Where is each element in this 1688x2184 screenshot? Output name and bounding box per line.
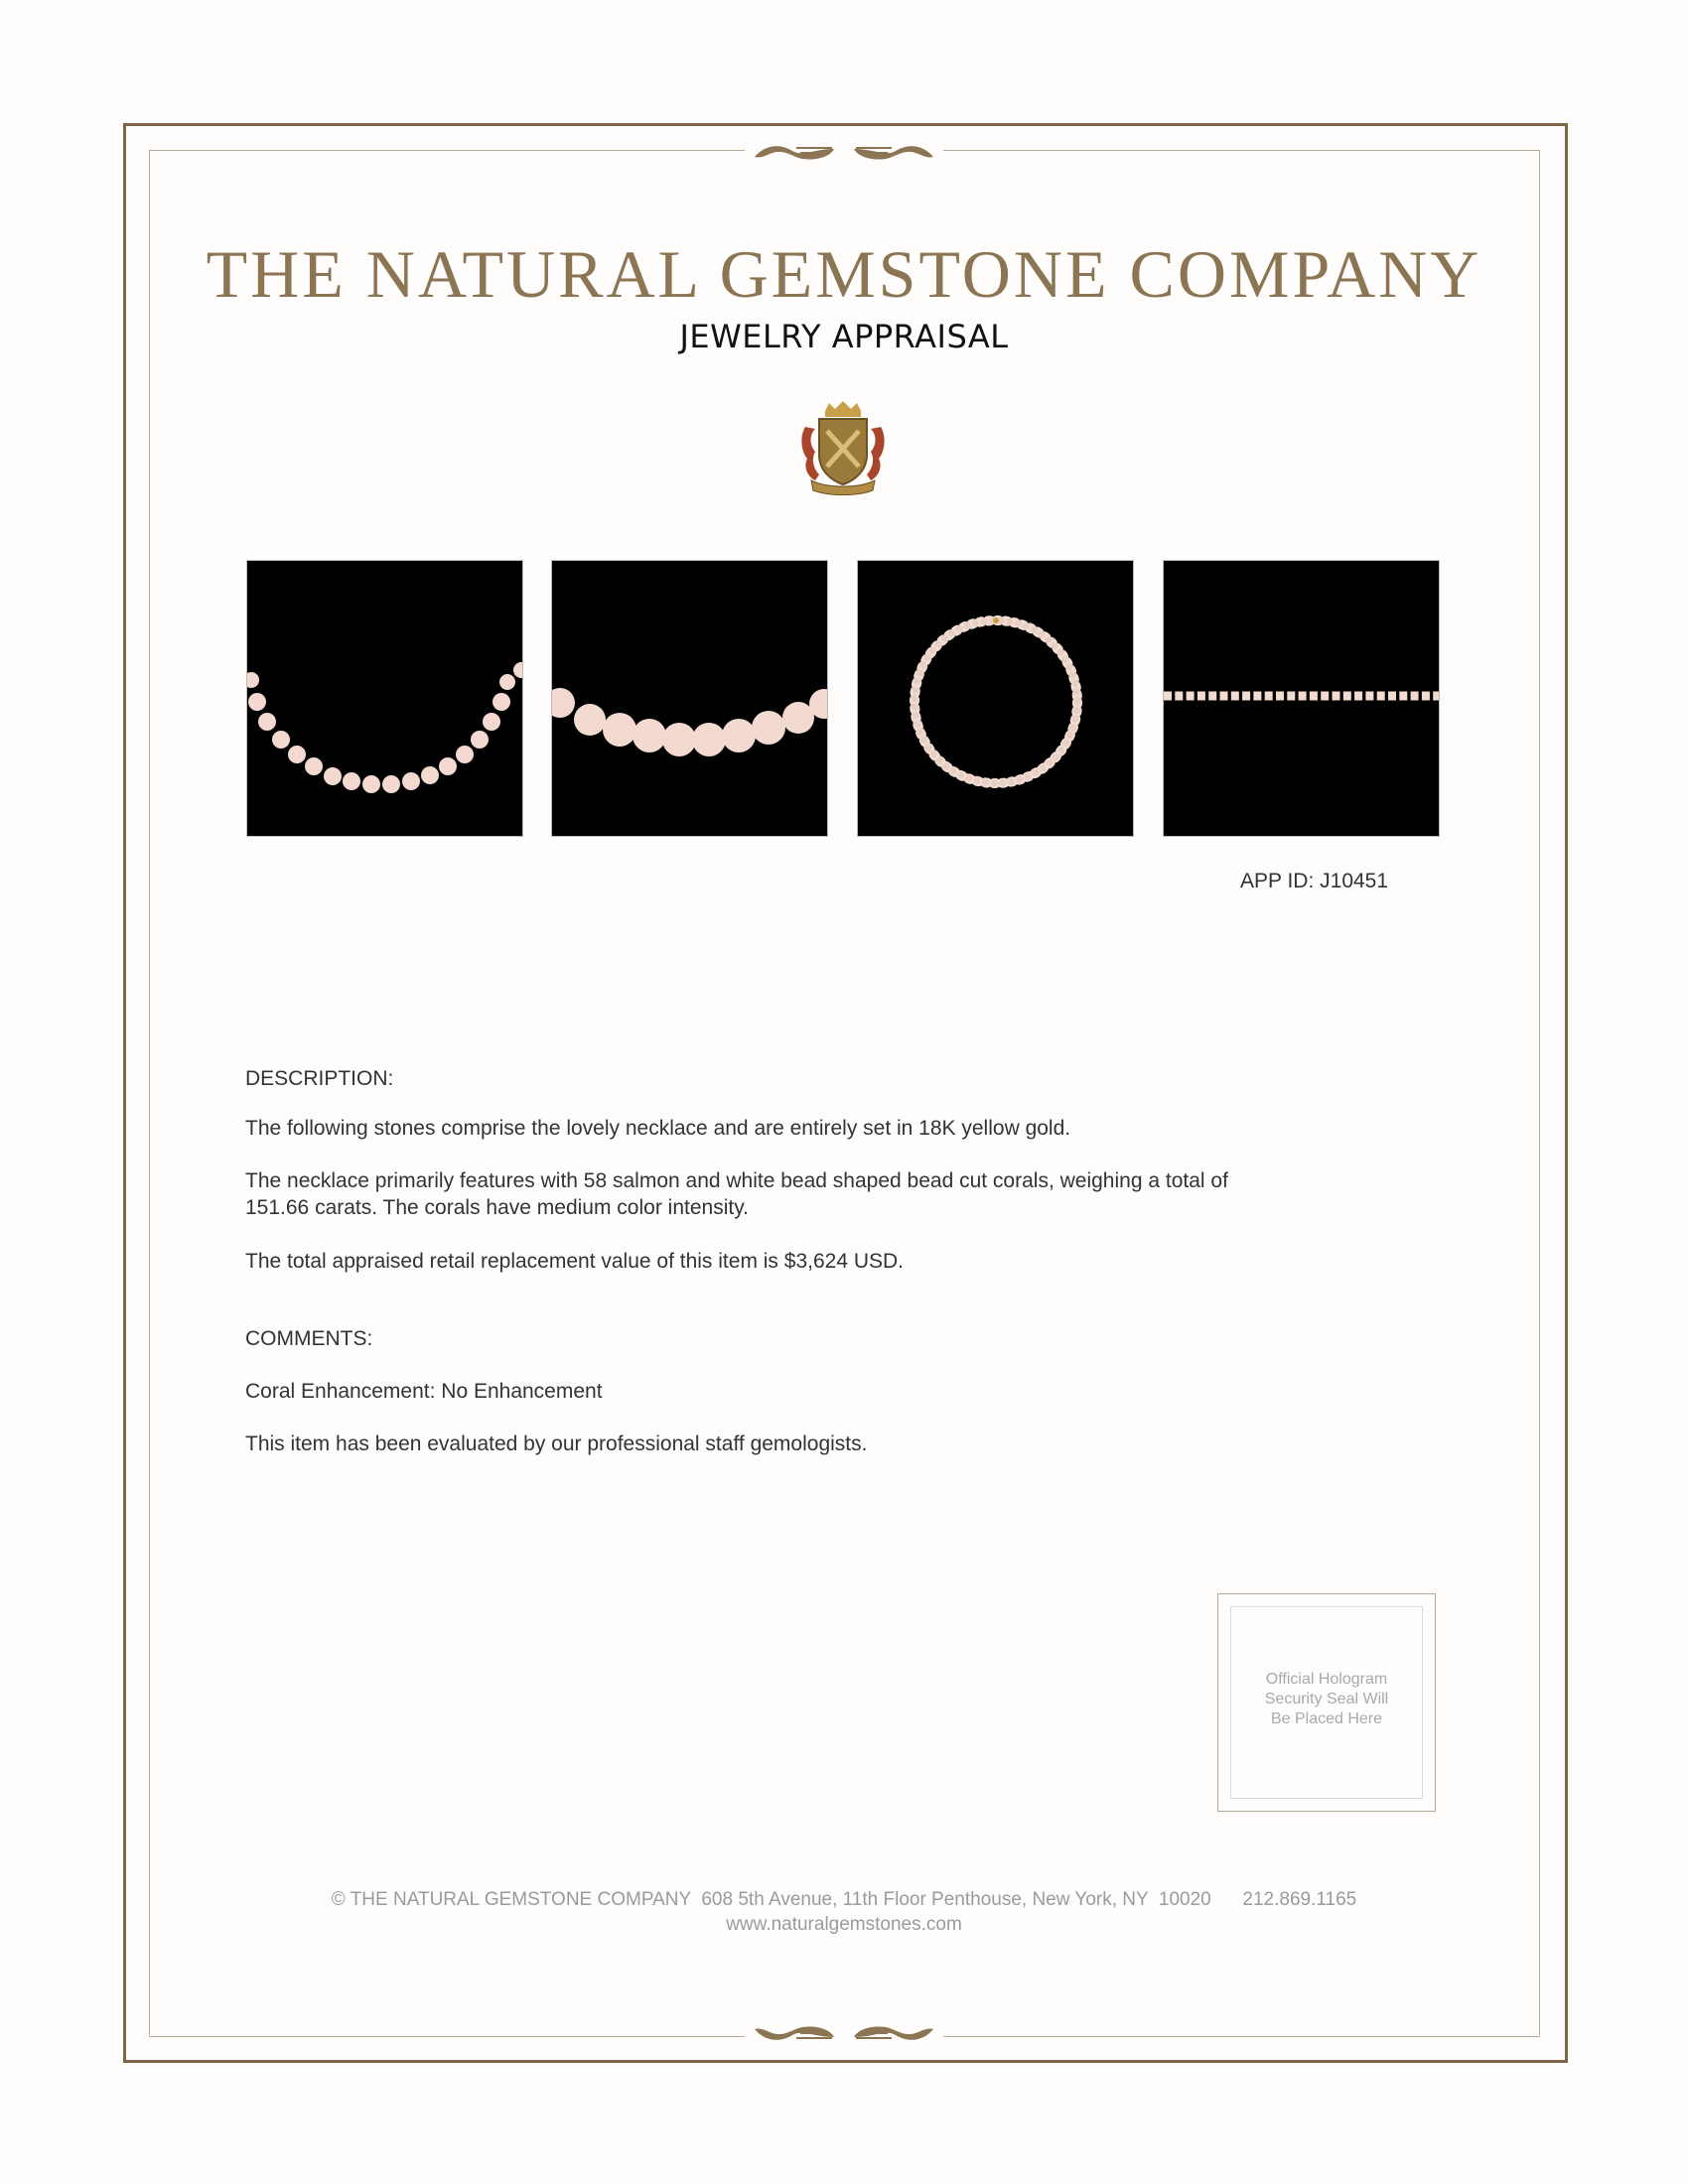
necklace-photo-2 xyxy=(551,560,828,837)
evaluation-note: This item has been evaluated by our professional staff gemologists. xyxy=(245,1433,868,1455)
necklace-photo-1 xyxy=(246,560,523,837)
comments-heading: COMMENTS: xyxy=(245,1327,373,1350)
company-title: THE NATURAL GEMSTONE COMPANY xyxy=(206,236,1482,312)
appraised-value: The total appraised retail replacement value of this item is $3,624 USD. xyxy=(245,1250,905,1273)
top-rule-right xyxy=(943,150,1540,151)
seal-text xyxy=(1218,1670,1435,1729)
flourish-ornament-icon xyxy=(745,135,943,165)
necklace-photo-3 xyxy=(857,560,1134,837)
top-rule-left xyxy=(149,150,745,151)
seal-line-1: Official Hologram xyxy=(1265,1671,1388,1688)
flourish-ornament-icon xyxy=(745,2021,943,2051)
description-stones-line1: The necklace primarily features with 58 salmon and white bead shaped bead cut corals, weighing a total of xyxy=(245,1169,1228,1192)
coral-enhancement: Coral Enhancement: No Enhancement xyxy=(245,1380,603,1403)
seal-line-3: Be Placed Here xyxy=(1270,1710,1383,1727)
description-stones-line2: 151.66 carats. The corals have medium color intensity. xyxy=(245,1196,749,1219)
description-setting: The following stones comprise the lovely necklace and are entirely set in 18K yellow gold. xyxy=(245,1117,1071,1140)
description-heading: DESCRIPTION: xyxy=(245,1067,394,1090)
bottom-rule-right xyxy=(943,2036,1540,2037)
hologram-seal-placeholder xyxy=(1217,1593,1436,1812)
heraldic-crest-icon xyxy=(797,397,889,496)
document-type-title: JEWELRY APPRAISAL xyxy=(679,318,1009,355)
seal-line-2: Security Seal Will xyxy=(1264,1691,1389,1707)
bottom-rule-left xyxy=(149,2036,745,2037)
footer-address: © THE NATURAL GEMSTONE COMPANY 608 5th Avenue, 11th Floor Penthouse, New York, NY 10020 212.869.1165 xyxy=(331,1889,1357,1910)
necklace-photo-4 xyxy=(1163,560,1440,837)
appraisal-id: APP ID: J10451 xyxy=(1240,870,1389,892)
footer-website[interactable]: www.naturalgemstones.com xyxy=(726,1914,962,1935)
